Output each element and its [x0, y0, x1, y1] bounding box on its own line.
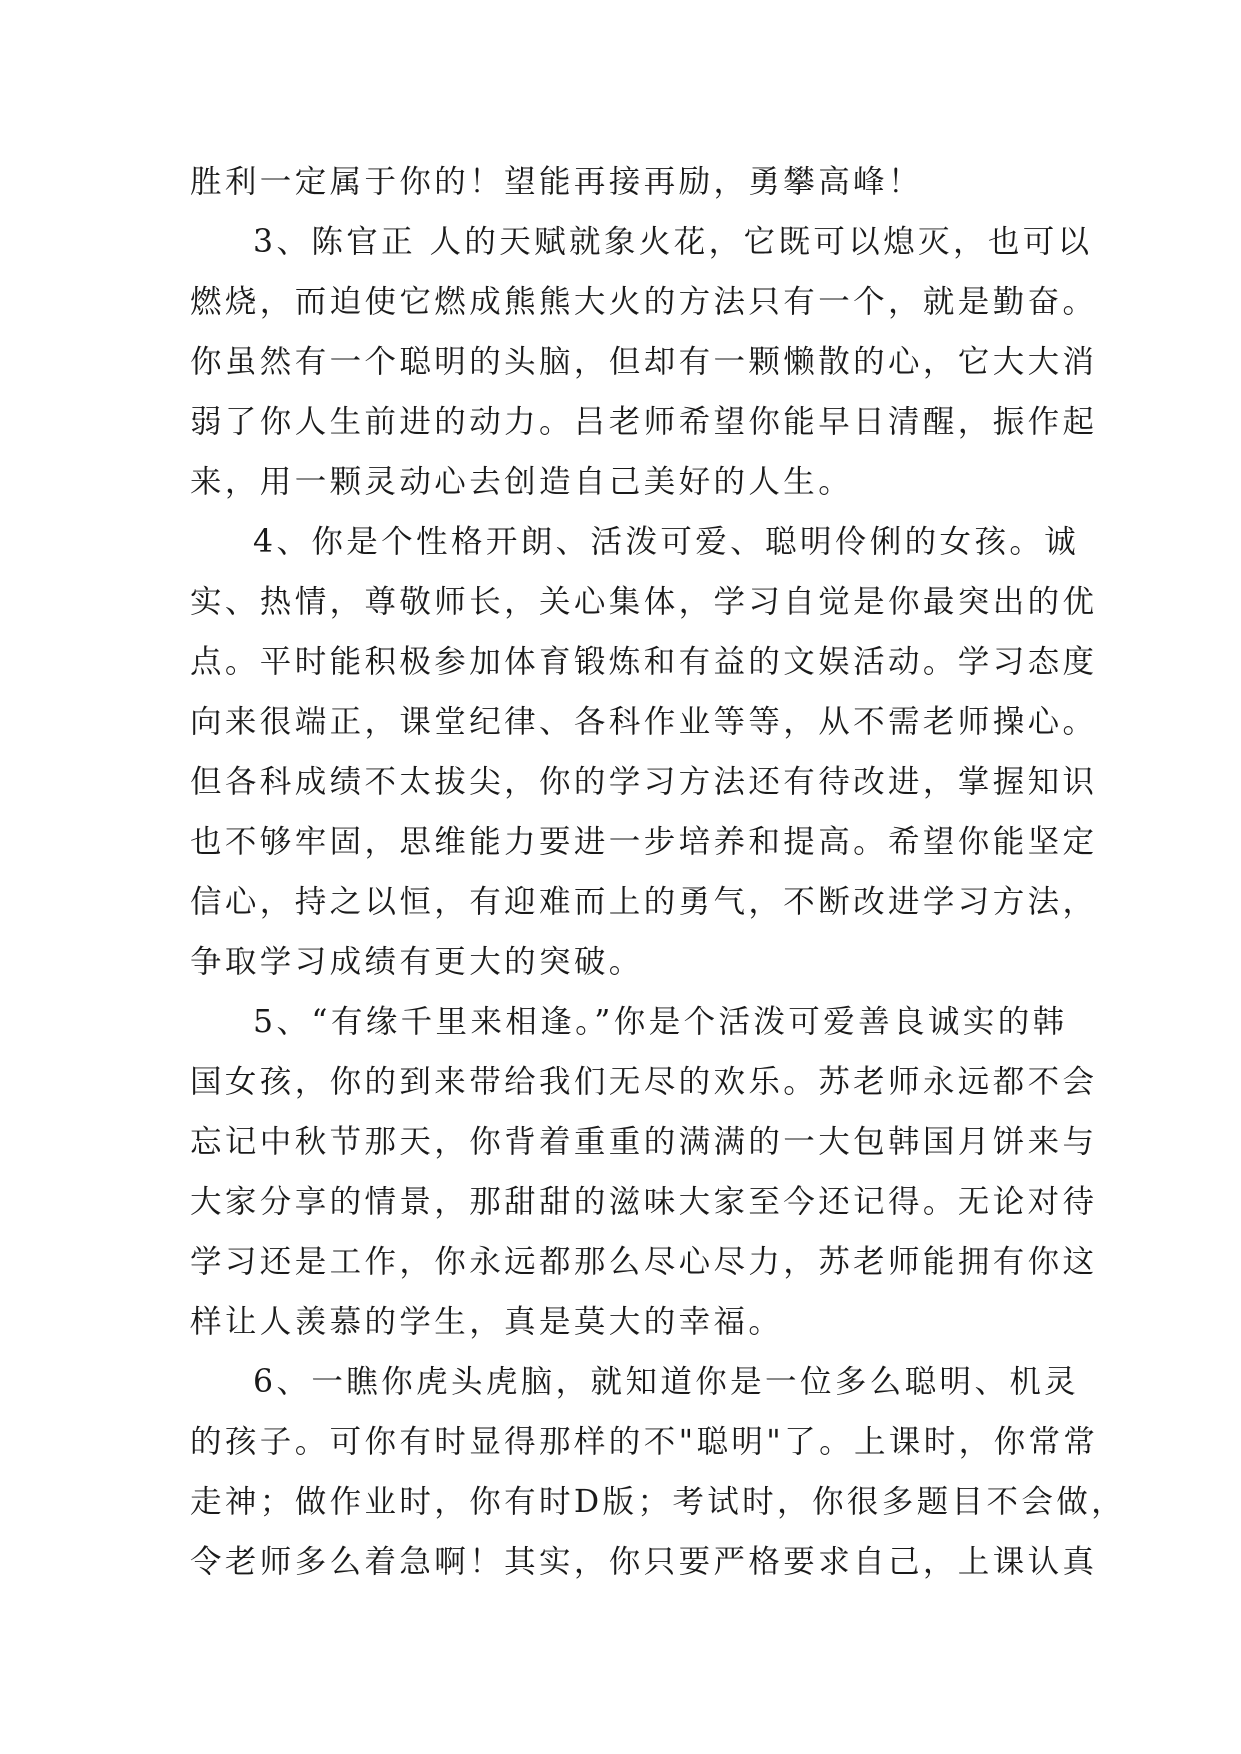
text-line: 学习还是工作，你永远都那么尽心尽力，苏老师能拥有你这 — [190, 1244, 1098, 1280]
text-line: 点。平时能积极参加体育锻炼和有益的文娱活动。学习态度 — [190, 644, 1098, 680]
text-line: 信心，持之以恒，有迎难而上的勇气，不断改进学习方法， — [190, 884, 1098, 920]
text-line: 国女孩，你的到来带给我们无尽的欢乐。苏老师永远都不会 — [190, 1064, 1098, 1100]
document-body — [190, 152, 1127, 1592]
paragraph-3-start: 3、陈官正 人的天赋就象火花，它既可以熄灭，也可以 — [253, 224, 1093, 260]
text-line: 忘记中秋节那天，你背着重重的满满的一大包韩国月饼来与 — [190, 1124, 1098, 1160]
text-line: 大家分享的情景，那甜甜的滋味大家至今还记得。无论对待 — [190, 1184, 1098, 1220]
text-line: 的孩子。可你有时显得那样的不"聪明"了。上课时，你常常 — [190, 1424, 1099, 1460]
text-line: 你虽然有一个聪明的头脑，但却有一颗懒散的心，它大大消 — [190, 344, 1098, 380]
text-line: 也不够牢固，思维能力要进一步培养和提高。希望你能坚定 — [190, 824, 1098, 860]
paragraph-6-start: 6、一瞧你虎头虎脑，就知道你是一位多么聪明、机灵 — [253, 1364, 1080, 1400]
text-line: 来，用一颗灵动心去创造自己美好的人生。 — [190, 464, 854, 500]
text-line: 争取学习成绩有更大的突破。 — [190, 944, 644, 980]
text-line: 胜利一定属于你的！望能再接再励，勇攀高峰！ — [190, 164, 923, 200]
text-line: 但各科成绩不太拔尖，你的学习方法还有待改进，掌握知识 — [190, 764, 1098, 800]
text-line: 走神；做作业时，你有时D版；考试时，你很多题目不会做， — [190, 1484, 1127, 1520]
text-line: 燃烧，而迫使它燃成熊熊大火的方法只有一个，就是勤奋。 — [190, 284, 1098, 320]
text-line: 向来很端正，课堂纪律、各科作业等等，从不需老师操心。 — [190, 704, 1098, 740]
paragraph-5-start: 5、“有缘千里来相逢。”你是个活泼可爱善良诚实的韩 — [253, 1004, 1068, 1040]
text-line: 样让人羡慕的学生，真是莫大的幸福。 — [190, 1304, 784, 1340]
text-line: 弱了你人生前进的动力。吕老师希望你能早日清醒，振作起 — [190, 404, 1098, 440]
text-line: 实、热情，尊敬师长，关心集体，学习自觉是你最突出的优 — [190, 584, 1098, 620]
text-line: 令老师多么着急啊！其实，你只要严格要求自己，上课认真 — [190, 1544, 1098, 1580]
paragraph-4-start: 4、你是个性格开朗、活泼可爱、聪明伶俐的女孩。诚 — [253, 524, 1080, 560]
